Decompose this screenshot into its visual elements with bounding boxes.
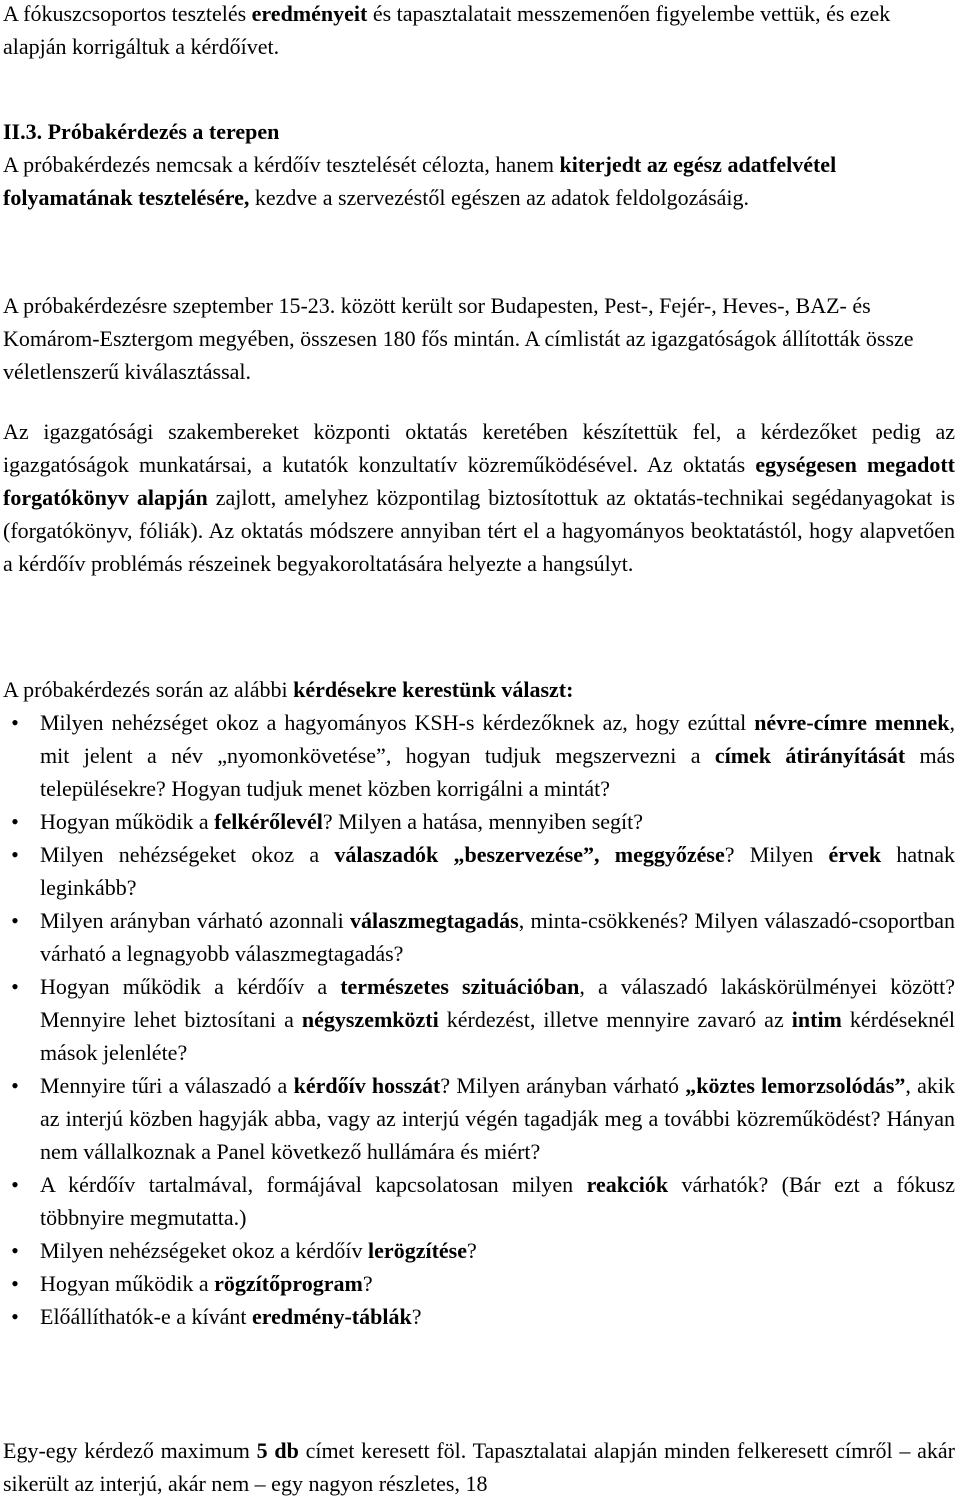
bold-text: reakciók bbox=[586, 1172, 669, 1197]
bullet-icon: • bbox=[11, 1271, 19, 1296]
bold-text: válaszadók „beszervezése”, meggyőzése bbox=[334, 842, 725, 867]
text: Milyen nehézségeket okoz a bbox=[40, 842, 335, 867]
bold-text: kiterjedt az egész adatfelvétel folyamatának tesztelésére, bbox=[3, 152, 837, 210]
text: ? bbox=[411, 1304, 422, 1329]
section-heading-text: II.3. Próbakérdezés a terepen bbox=[3, 119, 280, 144]
text: ? Milyen arányban várható bbox=[440, 1073, 686, 1098]
paragraph-focus-group bbox=[3, 0, 955, 63]
list-item bbox=[0, 1267, 955, 1300]
bullet-icon: • bbox=[11, 1304, 19, 1329]
text: Milyen nehézségeket okoz a kérdőív bbox=[40, 1238, 369, 1263]
section-pilot bbox=[3, 115, 955, 214]
text: címet keresett föl. Tapasztalatai alapján minden felkeresett címről – akár sikerült az interjú, akár nem – egy nagyon részletes, 18 bbox=[3, 1438, 955, 1496]
bold-text: érvek bbox=[828, 842, 882, 867]
text: ? bbox=[466, 1238, 477, 1263]
text: , a válaszadó lakáskörülményei között? Mennyire lehet biztosítani a bbox=[40, 974, 955, 1032]
text: , akik az interjú közben hagyják abba, vagy az interjú végén tagadják meg a további közreműködést? Hányan nem vállalkoznak a Panel következő hullámára és miért? bbox=[40, 1073, 956, 1164]
list-item bbox=[0, 805, 955, 838]
questions-list bbox=[0, 706, 955, 1333]
list-item bbox=[0, 970, 955, 1069]
text: Egy-egy kérdező maximum bbox=[3, 1438, 257, 1463]
bold-text: négyszemközti bbox=[301, 1007, 439, 1032]
text: Milyen nehézséget okoz a hagyományos KSH-s kérdezőknek az, hogy ezúttal bbox=[40, 710, 755, 735]
text: A próbakérdezés nemcsak a kérdőív tesztelését célozta, hanem bbox=[3, 152, 560, 177]
bold-text: kérdőív hosszát bbox=[293, 1073, 441, 1098]
bold-text: „köztes lemorzsolódás” bbox=[685, 1073, 906, 1098]
text: Hogyan működik a bbox=[40, 809, 215, 834]
paragraph-interviewer-limit bbox=[3, 1434, 955, 1500]
text: ? bbox=[362, 1271, 373, 1296]
bold-text: kérdésekre kerestünk választ: bbox=[293, 677, 574, 702]
bold-text: 5 db bbox=[256, 1438, 299, 1463]
bullet-icon: • bbox=[11, 809, 19, 834]
text: ? Milyen a hatása, mennyiben segít? bbox=[322, 809, 644, 834]
section-heading bbox=[3, 115, 955, 148]
list-item bbox=[0, 904, 955, 970]
bold-text: egységesen megadott forgatókönyv alapján bbox=[3, 452, 955, 510]
text: kérdéseknél mások jelenléte? bbox=[40, 1007, 955, 1065]
text: Az igazgatósági szakembereket központi oktatás keretében készítettük fel, a kérdezőket pedig az igazgatóságok munkatársai, a kutatók konzultatív közreműködésével. Az oktatás bbox=[3, 419, 955, 477]
text: A kérdőív tartalmával, formájával kapcsolatosan milyen bbox=[40, 1172, 587, 1197]
text: Milyen arányban várható azonnali bbox=[40, 908, 351, 933]
bullet-icon: • bbox=[11, 710, 19, 735]
list-item bbox=[0, 838, 955, 904]
bold-text: intim bbox=[791, 1007, 842, 1032]
paragraph-training bbox=[3, 415, 955, 580]
bold-text: válaszmegtagadás bbox=[350, 908, 519, 933]
text: kezdve a szervezéstől egészen az adatok feldolgozásáig. bbox=[249, 185, 750, 210]
bold-text: természetes szituációban bbox=[340, 974, 580, 999]
bold-text: eredményeit bbox=[251, 1, 368, 26]
text: , mit jelent a név „nyomonkövetése”, hogyan tudjuk megszervezni a bbox=[40, 710, 955, 768]
text: ? Milyen bbox=[724, 842, 829, 867]
list-item bbox=[0, 1069, 955, 1168]
bullet-icon: • bbox=[11, 1172, 19, 1197]
text: és tapasztalatait messzemenően figyelembe vettük, és ezek alapján korrigáltuk a kérdőívet. bbox=[3, 1, 891, 59]
bold-text: névre-címre mennek bbox=[754, 710, 950, 735]
bullet-icon: • bbox=[11, 908, 19, 933]
text: Hogyan működik a kérdőív a bbox=[40, 974, 341, 999]
text: A próbakérdezés során az alábbi bbox=[3, 677, 294, 702]
bullet-icon: • bbox=[11, 974, 19, 999]
bullet-icon: • bbox=[11, 842, 19, 867]
list-item bbox=[0, 706, 955, 805]
bullet-icon: • bbox=[11, 1238, 19, 1263]
text: zajlott, amelyhez központilag biztosítottuk az oktatás-technikai segédanyagokat is (forgatókönyv, fóliák). Az oktatás módszere annyiban tért el a hagyományos beoktatástól, hogy alapvetően a kérdőív problémás részeinek begyakoroltatására helyezte a hangsúlyt. bbox=[3, 485, 956, 576]
bold-text: eredmény-táblák bbox=[252, 1304, 412, 1329]
text: várhatók? (Bár ezt a fókusz többnyire megmutatta.) bbox=[40, 1172, 955, 1230]
text: , minta-csökkenés? Milyen válaszadó-csoportban várható a legnagyobb válaszmegtagadás? bbox=[40, 908, 955, 966]
list-item bbox=[0, 1168, 955, 1234]
bold-text: lerögzítése bbox=[368, 1238, 467, 1263]
paragraph-pilot-scope bbox=[3, 148, 955, 214]
bold-text: felkérőlevél bbox=[214, 809, 323, 834]
text: más településekre? Hogyan tudjuk menet közben korrigálni a mintát? bbox=[40, 743, 955, 801]
bullet-icon: • bbox=[11, 1073, 19, 1098]
paragraph-dates: A próbakérdezésre szeptember 15-23. között került sor Budapesten, Pest-, Fejér-, Heves-, BAZ- és Komárom-Esztergom megyében, összesen 180 fős mintán. A címlistát az igazgatóságok állították össze véletlenszerű kiválasztással. bbox=[3, 293, 914, 384]
list-item bbox=[0, 1234, 955, 1267]
bold-text: címek átirányítását bbox=[714, 743, 906, 768]
text: hatnak leginkább? bbox=[40, 842, 955, 900]
list-item bbox=[0, 1300, 955, 1333]
text: Előállíthatók-e a kívánt bbox=[40, 1304, 252, 1329]
paragraph-questions-intro bbox=[3, 673, 955, 706]
text: kérdezést, illetve mennyire zavaró az bbox=[438, 1007, 792, 1032]
text: Hogyan működik a bbox=[40, 1271, 215, 1296]
text: Mennyire tűri a válaszadó a bbox=[40, 1073, 294, 1098]
text: A fókuszcsoportos tesztelés bbox=[3, 1, 252, 26]
bold-text: rögzítőprogram bbox=[214, 1271, 363, 1296]
